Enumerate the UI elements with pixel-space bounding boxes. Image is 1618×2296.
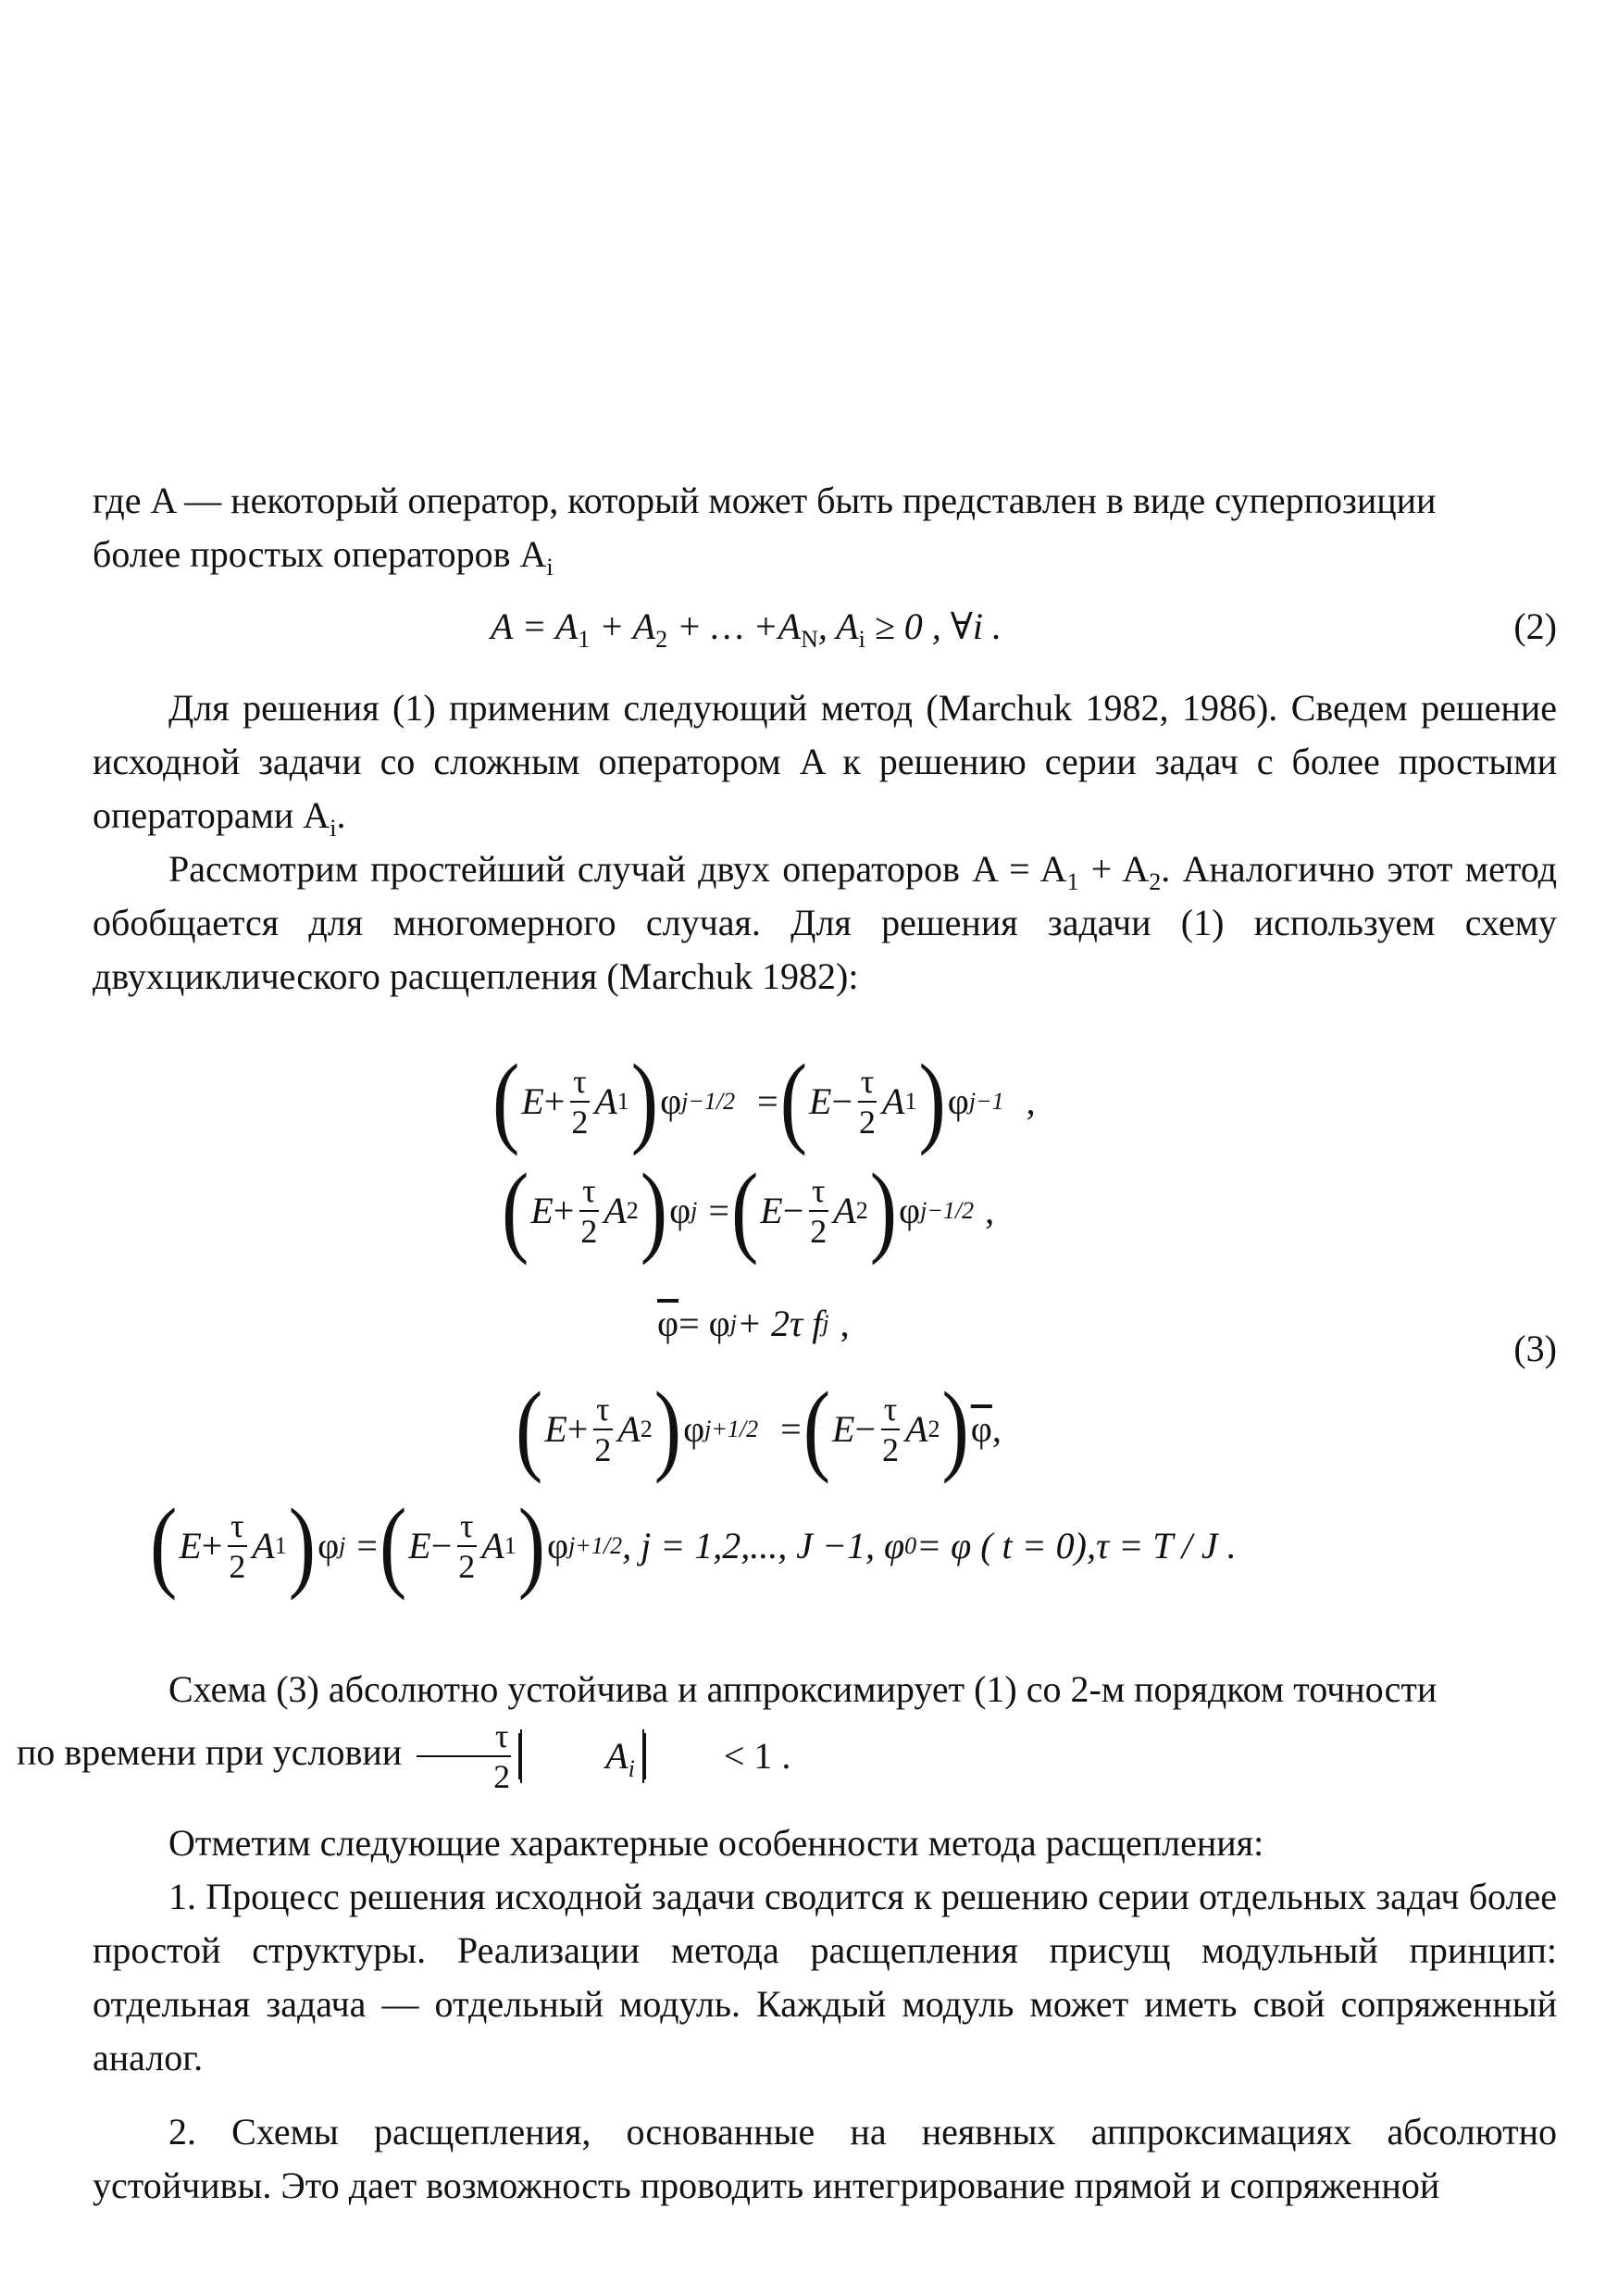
row4-phi: φ <box>683 1408 705 1450</box>
row2-comma: , <box>985 1190 995 1231</box>
feature-item-1: 1. Процесс решения исходной задачи сводится к решению серии отдельных задач более простой структуры. Реализации метода расщепления присущ модульный принцип: отдельная задача — отдельный модуль. Каждый модуль может иметь свой сопряженный аналог. <box>93 1876 1557 2078</box>
row2-E2: E <box>760 1190 783 1231</box>
scheme-row-2: ( E + $\frac{\tau}{2}$ A 2 ) φ j = ( E − $\frac{\tau}{2}$ A 2 ) φ j−1/2 , <box>502 1154 995 1267</box>
row1-two2: 2 <box>859 1104 877 1141</box>
row2-frac2 <box>807 1171 829 1251</box>
scheme-row-4: ( E + $\frac{\tau}{2}$ A 2 ) φ j+1/2 = ( E − $\frac{\tau}{2}$ A 2 ) $\overline{\varphi}$ , <box>516 1372 1002 1485</box>
row2-phi: φ <box>669 1190 691 1231</box>
row1-two: 2 <box>571 1104 589 1141</box>
row5-phi: φ <box>317 1525 340 1566</box>
row2-plus: + <box>553 1190 575 1231</box>
scheme-row-5: ( E + $\frac{\tau}{2}$ A 1 ) φ j = ( E − $\frac{\tau}{2}$ A 1 ) φ j+1/2 , j = 1,2,..., J −1, φ 0 = φ ( t = 0),τ = T / J . <box>150 1489 1237 1602</box>
equation-2 <box>93 594 1557 661</box>
row4-minus: − <box>854 1408 877 1450</box>
row3-rhs: = φ <box>678 1303 730 1344</box>
row5-tail2: = φ ( t = 0),τ = T / J . <box>916 1525 1237 1566</box>
intro-line1: где A — некоторый оператор, который может быть представлен в виде суперпозиции <box>93 480 1437 521</box>
row2-A2: A <box>833 1190 856 1231</box>
eq2-plus3: + … +A <box>667 605 802 647</box>
row4-frac2 <box>879 1390 902 1469</box>
cond-A: A <box>605 1735 629 1777</box>
paragraph-method-sub: i <box>330 815 337 842</box>
row1-eq: = <box>757 1080 778 1122</box>
eq2-sub2: 2 <box>655 626 668 653</box>
row5-tau2: τ <box>457 1506 476 1547</box>
scheme-row-3: $\overline{\varphi}$ = φ j + 2τ f j , <box>657 1297 850 1351</box>
row1-tau: τ <box>570 1062 589 1103</box>
paragraph-two-sub1: 1 <box>1066 868 1079 895</box>
paragraph-stability-line2: по времени при условии <box>17 1731 403 1774</box>
row3-mid: + 2τ f <box>736 1303 823 1344</box>
cond-norm <box>520 1729 644 1783</box>
paragraph-features: Отметим следующие характерные особенности метода расщепления: <box>168 1822 1264 1864</box>
row4-plus: + <box>566 1408 589 1450</box>
cond-tau: τ <box>417 1716 511 1757</box>
row5-E: E <box>179 1525 202 1566</box>
paragraph-method-text: Для решения (1) применим следующий метод (Marchuk 1982, 1986). Сведем решение исходной задачи со сложным оператором A к решению серии задач с более простыми операторами A <box>93 687 1557 836</box>
row4-comma: , <box>991 1408 1002 1450</box>
row1-comma: , <box>1026 1080 1036 1122</box>
intro-paragraph <box>93 474 1557 581</box>
row1-E: E <box>521 1080 544 1122</box>
row2-tau: τ <box>579 1171 598 1212</box>
row1-frac2 <box>856 1062 878 1142</box>
row5-tau: τ <box>228 1506 246 1547</box>
row4-frac <box>591 1390 614 1469</box>
eq2-lhs: A = A <box>490 605 579 647</box>
row4-tau: τ <box>593 1390 612 1430</box>
cond-A-sub: i <box>628 1755 635 1782</box>
feature-item-2: 2. Схемы расщепления, основанные на неявных аппроксимациях абсолютно устойчивы. Это дает возможность проводить интегрирование прямой и сопряженной <box>93 2111 1557 2206</box>
row4-two2: 2 <box>882 1431 900 1468</box>
row1-A2: A <box>882 1080 905 1122</box>
paragraph-stability <box>17 1663 1557 1796</box>
row1-minus: − <box>831 1080 853 1122</box>
row1-A: A <box>594 1080 617 1122</box>
row4-two: 2 <box>594 1431 612 1468</box>
eq2-rest: ≥ 0 , ∀i . <box>865 605 1002 647</box>
row2-two: 2 <box>580 1213 598 1250</box>
row5-tail: , j = 1,2,..., J −1, φ <box>622 1525 905 1566</box>
eq2-sub1: 1 <box>578 626 591 653</box>
row2-minus: − <box>782 1190 804 1231</box>
row2-eq: = <box>708 1190 729 1231</box>
eq2-subN: N <box>801 626 818 653</box>
paragraph-two-operators <box>93 842 1557 1004</box>
paragraph-stability-line1: Схема (3) абсолютно устойчива и аппроксимирует (1) со 2-м порядком точности <box>168 1668 1438 1710</box>
eq2-plus2: + A <box>590 605 656 647</box>
intro-line2: более простых операторов A <box>93 533 547 575</box>
row1-plus: + <box>543 1080 566 1122</box>
row5-A2: A <box>481 1525 504 1566</box>
row5-two: 2 <box>229 1548 246 1585</box>
row1-E2: E <box>809 1080 832 1122</box>
row4-tau2: τ <box>881 1390 900 1430</box>
eq2-cond: , A <box>817 605 859 647</box>
scheme-3 <box>93 1044 1557 1626</box>
row4-E2: E <box>832 1408 855 1450</box>
equation-3-number: (3) <box>1513 1328 1557 1369</box>
stability-condition <box>411 1716 790 1796</box>
row5-E2: E <box>408 1525 431 1566</box>
cond-two: 2 <box>493 1758 511 1795</box>
row4-eq: = <box>780 1408 802 1450</box>
row5-frac <box>226 1506 248 1586</box>
row4-A2: A <box>905 1408 928 1450</box>
paragraph-two-sub2: 2 <box>1149 868 1162 895</box>
row1-frac <box>568 1062 591 1142</box>
row1-tau2: τ <box>858 1062 877 1103</box>
scheme-row-1: ( E + $\frac{\tau}{2}$ A 1 ) φ j−1/2 = ( E − $\frac{\tau}{2}$ A 1 ) φ j−1 , <box>492 1044 1036 1157</box>
row2-two2: 2 <box>810 1213 828 1250</box>
row4-E: E <box>544 1408 567 1450</box>
row5-minus: − <box>430 1525 453 1566</box>
row1-phi2: φ <box>947 1080 969 1122</box>
row2-frac <box>578 1171 600 1251</box>
row5-eq: = <box>356 1525 378 1566</box>
row2-E: E <box>530 1190 554 1231</box>
paragraph-two-text: Рассмотрим простейший случай двух операторов A = A <box>168 848 1067 890</box>
row5-A: A <box>252 1525 275 1566</box>
row2-tau2: τ <box>809 1171 828 1212</box>
paragraph-method-end: . <box>336 794 346 836</box>
row4-phibar: $\overline{\varphi}$ <box>970 1408 992 1450</box>
row2-phi2: φ <box>899 1190 921 1231</box>
cond-lt: < 1 . <box>723 1735 791 1777</box>
intro-line2-sub: i <box>546 554 554 580</box>
paragraph-two-end: . Аналогично этот метод обобщается для многомерного случая. Для решения задачи (1) используем схему двухциклического расщепления (Marchuk 1982): <box>93 848 1557 997</box>
row5-plus: + <box>201 1525 223 1566</box>
eq2-subi: i <box>858 626 865 653</box>
paragraph-method <box>93 681 1557 842</box>
row5-phi2: φ <box>547 1525 569 1566</box>
row3-comma: , <box>840 1303 850 1344</box>
row5-two2: 2 <box>458 1548 476 1585</box>
row4-A: A <box>617 1408 641 1450</box>
row5-frac2 <box>455 1506 478 1586</box>
page-body <box>17 474 1557 2213</box>
cond-frac <box>415 1716 513 1796</box>
row2-A: A <box>604 1190 627 1231</box>
row1-phi: φ <box>660 1080 682 1122</box>
equation-2-number: (2) <box>1513 605 1557 647</box>
paragraph-two-mid: + A <box>1078 848 1150 890</box>
row3-phibar: $\overline{\varphi}$ <box>657 1303 679 1344</box>
